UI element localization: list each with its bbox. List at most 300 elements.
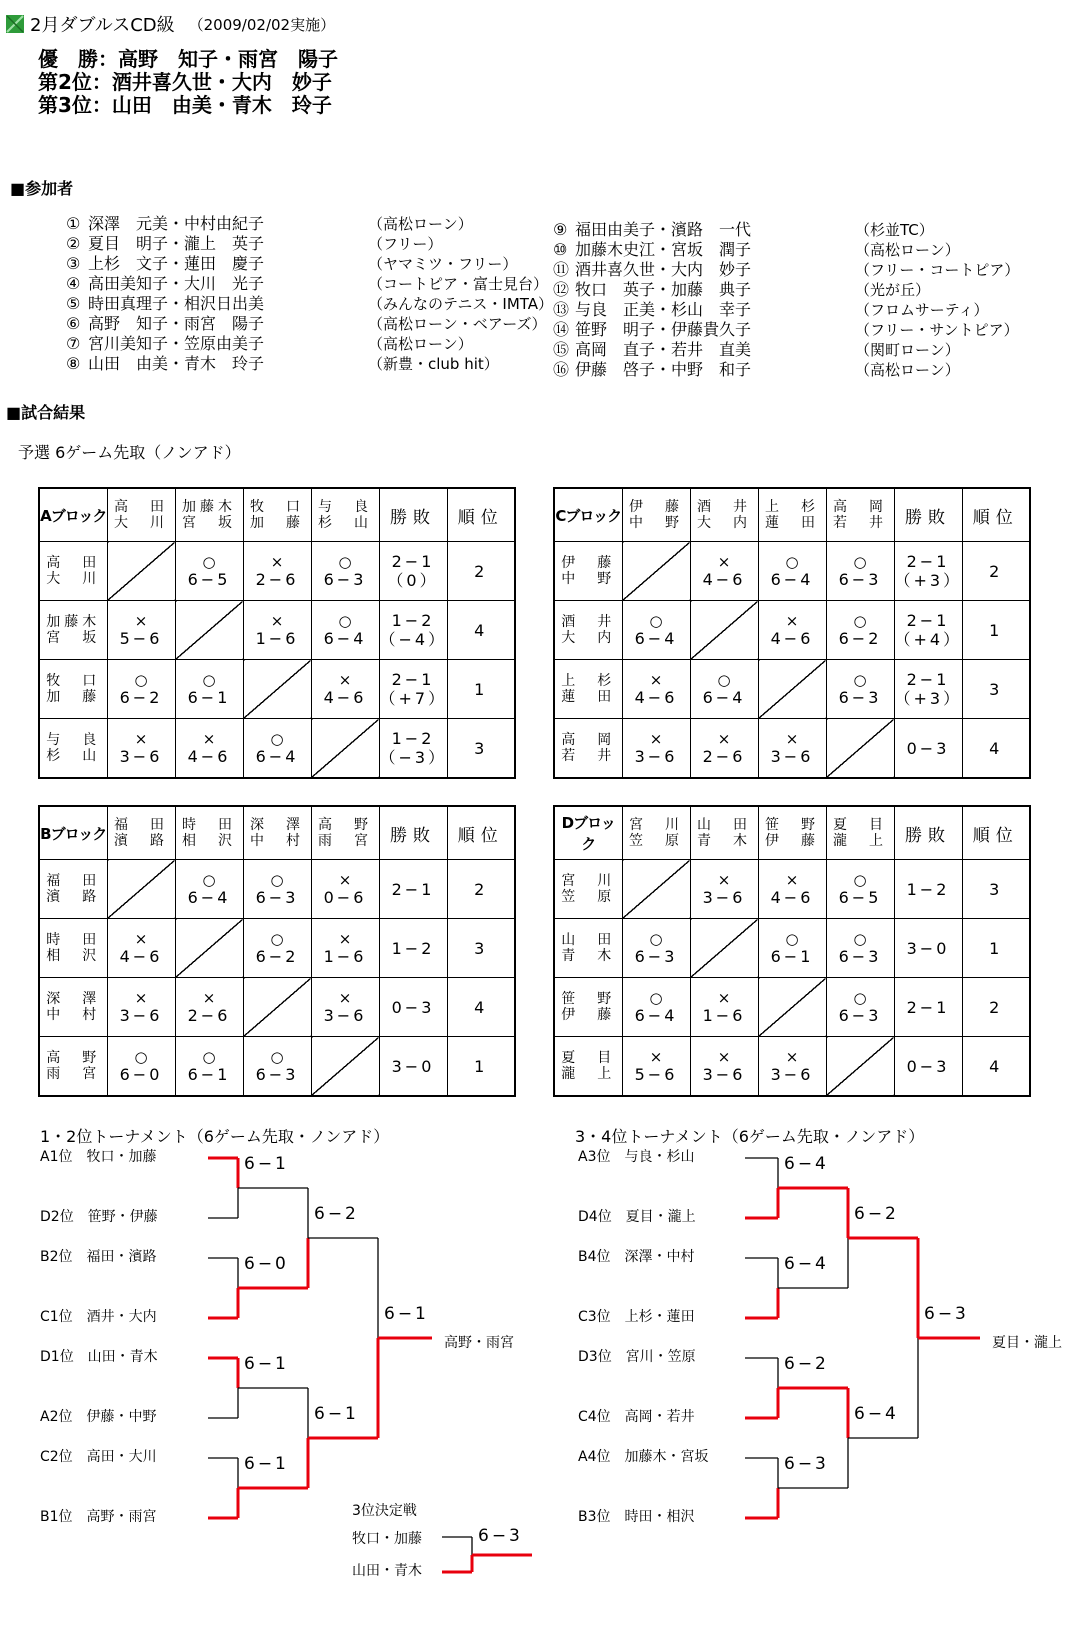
- result-score: 6−3: [255, 1065, 299, 1084]
- result-score: 2−6: [187, 1006, 231, 1025]
- result-score: 3−6: [702, 888, 746, 907]
- participant-number: ⑬: [553, 300, 570, 319]
- participant-number: ⑪: [553, 260, 570, 279]
- team-row-player: 蓮 田: [561, 689, 616, 705]
- team-header-player: 青 木: [697, 833, 751, 849]
- team-row-player: 牧 口: [46, 673, 101, 689]
- tournament-champion: 夏目・瀧上: [992, 1335, 1062, 1351]
- team-header-player: 大 内: [697, 515, 751, 531]
- team-row-player: 瀧 上: [561, 1066, 616, 1082]
- participant-names: 深澤 元美・中村由紀子: [88, 214, 265, 233]
- result-mark: ×: [270, 553, 284, 571]
- result-score: 6−3: [838, 1006, 882, 1025]
- participant-names: 福田由美子・濱路 一代: [575, 220, 752, 239]
- result-mark: ○: [853, 989, 867, 1007]
- rank-cell: 4: [962, 719, 1030, 779]
- result-score: 3−6: [323, 1006, 367, 1025]
- result-mark: ×: [649, 671, 663, 689]
- result-score: 3−6: [119, 1006, 163, 1025]
- result-score: 5−6: [634, 1065, 678, 1084]
- result-score: 6−2: [119, 688, 163, 707]
- winloss-diff: （+7）: [379, 689, 448, 708]
- round1-score: 6−4: [784, 1254, 829, 1274]
- seed-team: C3位 上杉・蓮田: [578, 1309, 695, 1325]
- result-mark: ×: [717, 989, 731, 1007]
- block-name: Dブロック: [554, 806, 622, 860]
- team-row-player: 酒 井: [561, 614, 616, 630]
- tournament-34-title: 3・4位トーナメント（6ゲーム先取・ノンアド）: [575, 1127, 925, 1146]
- result-score: 2−6: [255, 570, 299, 589]
- team-row-player: 高 田: [46, 555, 101, 571]
- team-row-player: 宮 川: [561, 873, 616, 889]
- seed-team: D2位 笹野・伊藤: [40, 1209, 158, 1225]
- participant-names: 高野 知子・雨宮 陽子: [88, 314, 265, 333]
- participant-number: ⑦: [66, 334, 81, 353]
- participant-number: ⑨: [553, 220, 568, 239]
- team-row-player: 相 沢: [46, 948, 101, 964]
- participant-names: 与良 正美・杉山 幸子: [575, 300, 752, 319]
- result-mark: ○: [717, 671, 731, 689]
- participant-number: ③: [66, 254, 81, 273]
- team-header-player: 中 村: [250, 833, 304, 849]
- result-score: 6−4: [702, 688, 746, 707]
- round1-score: 6−3: [784, 1454, 829, 1474]
- rank-cell: 2: [962, 542, 1030, 601]
- team-row-player: 青 木: [561, 948, 616, 964]
- participant-names: 加藤木史江・宮坂 潤子: [575, 240, 752, 259]
- participant-names: 上杉 文子・蓮田 慶子: [88, 254, 265, 273]
- rank-cell: 1: [962, 601, 1030, 660]
- result-score: 6−4: [634, 629, 678, 648]
- team-header-player: 濱 路: [114, 833, 168, 849]
- winloss-header-label: 勝敗: [390, 507, 436, 528]
- third-place-title: 3位決定戦: [352, 1503, 417, 1519]
- rank-cell: 4: [447, 978, 515, 1037]
- result-score: 6−3: [838, 947, 882, 966]
- participant-number: ⑯: [553, 360, 570, 379]
- result-mark: ×: [134, 612, 148, 630]
- seed-team: C2位 高田・大川: [40, 1449, 157, 1465]
- participant-names: 時田真理子・相沢日出美: [88, 294, 265, 313]
- result-score: 6−4: [770, 570, 814, 589]
- seed-team: D3位 宮川・笠原: [578, 1349, 696, 1365]
- result-score: 6−3: [838, 688, 882, 707]
- participant-club: （コートピア・富士見台）: [368, 275, 549, 293]
- seed-team: C4位 高岡・若井: [578, 1409, 695, 1425]
- result-mark: ○: [649, 930, 663, 948]
- round1-score: 6−1: [244, 1354, 289, 1374]
- participant-club: （フリー・コートピア）: [855, 261, 1020, 279]
- participant-number: ⑥: [66, 314, 81, 333]
- rank-cell: 2: [962, 978, 1030, 1037]
- team-row-player: 福 田: [46, 873, 101, 889]
- winner-third: 第3位：山田 由美・青木 玲子: [38, 93, 332, 117]
- winloss-header-label: 勝敗: [905, 825, 951, 846]
- team-header-player: 雨 宮: [318, 833, 372, 849]
- results-heading: ■試合結果: [6, 403, 86, 422]
- team-row-player: 上 杉: [561, 673, 616, 689]
- team-header-player: 伊 藤: [629, 499, 683, 515]
- team-row-player: 大 川: [46, 571, 101, 587]
- result-mark: ○: [853, 671, 867, 689]
- result-mark: ×: [202, 989, 216, 1007]
- participant-number: ⑫: [553, 280, 570, 299]
- team-header-player: 山 田: [697, 817, 751, 833]
- participant-number: ⑩: [553, 240, 568, 259]
- semifinal-score: 6−2: [314, 1204, 359, 1224]
- participant-names: 笹野 明子・伊藤貴久子: [575, 320, 752, 339]
- result-mark: ○: [270, 1048, 284, 1066]
- team-row-player: 大 内: [561, 630, 616, 646]
- result-mark: ×: [270, 612, 284, 630]
- team-header-player: 杉 山: [318, 515, 372, 531]
- result-score: 6−4: [634, 1006, 678, 1025]
- tournament-12-title: 1・2位トーナメント（6ゲーム先取・ノンアド）: [40, 1127, 390, 1146]
- seed-team: A1位 牧口・加藤: [40, 1149, 157, 1165]
- team-header-player: 与 良: [318, 499, 372, 515]
- result-mark: ×: [134, 989, 148, 1007]
- result-mark: ×: [717, 553, 731, 571]
- result-score: 3−6: [770, 1065, 814, 1084]
- result-score: 1−6: [255, 629, 299, 648]
- team-row-player: 若 井: [561, 748, 616, 764]
- result-score: 4−6: [702, 570, 746, 589]
- result-mark: ×: [134, 730, 148, 748]
- winloss-record: 2−1: [906, 670, 950, 689]
- result-score: 0−6: [323, 888, 367, 907]
- winloss-record: 3−0: [906, 938, 950, 958]
- result-mark: ○: [853, 553, 867, 571]
- seed-team: A4位 加藤木・宮坂: [578, 1449, 709, 1465]
- winloss-record: 2−1: [906, 611, 950, 630]
- participant-names: 牧口 英子・加藤 典子: [575, 280, 752, 299]
- result-score: 3−6: [770, 747, 814, 766]
- winloss-record: 2−1: [391, 552, 435, 571]
- team-header-player: 中 野: [629, 515, 683, 531]
- team-header-player: 宮 川: [629, 817, 683, 833]
- rank-cell: 4: [447, 601, 515, 660]
- round1-score: 6−1: [244, 1154, 289, 1174]
- team-row-player: 雨 宮: [46, 1066, 101, 1082]
- page-title: 2月ダブルスCD級: [30, 15, 175, 36]
- winloss-record: 1−2: [391, 729, 435, 748]
- participant-number: ①: [66, 214, 81, 233]
- result-mark: ○: [649, 989, 663, 1007]
- block-name: Cブロック: [554, 488, 622, 542]
- team-row-player: 高 野: [46, 1050, 101, 1066]
- rank-header-label: 順位: [972, 507, 1019, 528]
- result-score: 6−5: [838, 888, 882, 907]
- team-header-player: 夏 目: [833, 817, 887, 833]
- result-score: 3−6: [634, 747, 678, 766]
- winloss-record: 0−3: [906, 738, 950, 758]
- seed-team: A2位 伊藤・中野: [40, 1409, 157, 1425]
- result-mark: ×: [338, 989, 352, 1007]
- participant-names: 酒井喜久世・大内 妙子: [575, 260, 752, 279]
- round1-score: 6−4: [784, 1154, 829, 1174]
- third-place-score: 6−3: [478, 1526, 523, 1546]
- seed-team: B4位 深澤・中村: [578, 1249, 695, 1265]
- team-header-player: 若 井: [833, 515, 887, 531]
- result-score: 3−6: [702, 1065, 746, 1084]
- team-header-player: 伊 藤: [765, 833, 819, 849]
- result-mark: ○: [270, 730, 284, 748]
- participant-club: （フリー・サントピア）: [855, 321, 1019, 339]
- result-score: 4−6: [770, 888, 814, 907]
- final-score: 6−3: [924, 1304, 969, 1324]
- team-header-player: 蓮 田: [765, 515, 819, 531]
- participant-names: 高田美知子・大川 光子: [88, 274, 265, 293]
- team-header-player: 宮 坂: [182, 515, 236, 531]
- result-score: 6−2: [255, 947, 299, 966]
- team-row-player: 杉 山: [46, 748, 101, 764]
- winloss-header-label: 勝敗: [905, 507, 951, 528]
- team-row-player: 中 村: [46, 1007, 101, 1023]
- result-score: 6−3: [838, 570, 882, 589]
- result-score: 6−1: [187, 1065, 231, 1084]
- result-mark: ×: [338, 871, 352, 889]
- result-mark: ×: [338, 671, 352, 689]
- result-mark: ○: [853, 612, 867, 630]
- participant-names: 夏目 明子・瀧上 英子: [88, 234, 265, 253]
- result-mark: ○: [134, 1048, 148, 1066]
- seed-team: D4位 夏目・瀧上: [578, 1209, 696, 1225]
- winner-second: 第2位：酒井喜久世・大内 妙子: [38, 70, 332, 94]
- team-row-player: 中 野: [561, 571, 616, 587]
- team-header-player: 加藤木: [182, 499, 236, 515]
- seed-team: C1位 酒井・大内: [40, 1309, 157, 1325]
- team-header-player: 大 川: [114, 515, 168, 531]
- winloss-header-label: 勝敗: [390, 825, 436, 846]
- participant-number: ⑤: [66, 294, 81, 313]
- result-score: 6−3: [255, 888, 299, 907]
- result-mark: ○: [853, 871, 867, 889]
- rank-cell: 1: [962, 919, 1030, 978]
- team-header-player: 相 沢: [182, 833, 236, 849]
- semifinal-score: 6−4: [854, 1404, 899, 1424]
- result-score: 4−6: [119, 947, 163, 966]
- result-mark: ○: [202, 553, 216, 571]
- team-header-player: 牧 口: [250, 499, 304, 515]
- seed-team: B1位 高野・雨宮: [40, 1509, 157, 1525]
- result-score: 6−3: [323, 570, 367, 589]
- team-row-player: 加 藤: [46, 689, 101, 705]
- result-score: 6−0: [119, 1065, 163, 1084]
- team-header-player: 深 澤: [250, 817, 304, 833]
- team-row-player: 宮 坂: [46, 630, 101, 646]
- team-row-player: 深 澤: [46, 991, 101, 1007]
- team-row-player: 夏 目: [561, 1050, 616, 1066]
- result-score: 4−6: [770, 629, 814, 648]
- team-row-player: 与 良: [46, 732, 101, 748]
- rank-header-label: 順位: [972, 825, 1019, 846]
- seed-team: B2位 福田・濱路: [40, 1249, 157, 1265]
- team-row-player: 加藤木: [46, 614, 101, 630]
- participants-heading: ■参加者: [10, 179, 74, 198]
- participant-club: （みんなのテニス・IMTA）: [368, 295, 554, 313]
- team-row-player: 濱 路: [46, 889, 101, 905]
- result-mark: ×: [785, 730, 799, 748]
- result-score: 6−2: [838, 629, 882, 648]
- semifinal-score: 6−1: [314, 1404, 359, 1424]
- result-score: 6−1: [770, 947, 814, 966]
- team-header-player: 高 田: [114, 499, 168, 515]
- team-header-player: 酒 井: [697, 499, 751, 515]
- result-mark: ×: [717, 1048, 731, 1066]
- result-score: 1−6: [702, 1006, 746, 1025]
- result-mark: ×: [785, 612, 799, 630]
- result-mark: ×: [202, 730, 216, 748]
- winloss-diff: （0）: [387, 571, 439, 590]
- rank-cell: 2: [447, 542, 515, 601]
- block-name: Aブロック: [39, 488, 107, 542]
- result-mark: ○: [338, 553, 352, 571]
- winloss-record: 0−3: [906, 1056, 950, 1076]
- result-mark: ○: [202, 871, 216, 889]
- round1-score: 6−2: [784, 1354, 829, 1374]
- team-header-player: 笠 原: [629, 833, 683, 849]
- participant-number: ⑧: [66, 354, 81, 373]
- participant-names: 高岡 直子・若井 直美: [575, 340, 752, 359]
- seed-team: D1位 山田・青木: [40, 1349, 158, 1365]
- participant-number: ②: [66, 234, 81, 253]
- result-score: 5−6: [119, 629, 163, 648]
- winloss-record: 3−0: [391, 1056, 435, 1076]
- team-row-player: 時 田: [46, 932, 101, 948]
- team-row-player: 伊 藤: [561, 1007, 616, 1023]
- result-mark: ○: [785, 930, 799, 948]
- participant-club: （新豊・club hit）: [368, 355, 499, 373]
- semifinal-score: 6−2: [854, 1204, 899, 1224]
- winloss-record: 0−3: [391, 997, 435, 1017]
- winloss-record: 1−2: [391, 611, 435, 630]
- result-score: 6−1: [187, 688, 231, 707]
- seed-team: A3位 与良・杉山: [578, 1149, 695, 1165]
- participant-club: （光が丘）: [855, 281, 931, 299]
- third-place-team: 牧口・加藤: [352, 1531, 422, 1547]
- result-mark: ○: [785, 553, 799, 571]
- result-mark: ×: [338, 930, 352, 948]
- third-place-team: 山田・青木: [352, 1563, 422, 1579]
- final-score: 6−1: [384, 1304, 429, 1324]
- participant-club: （高松ローン・ベアーズ）: [368, 315, 547, 333]
- winloss-record: 2−1: [906, 552, 950, 571]
- result-mark: ○: [202, 671, 216, 689]
- participant-club: （高松ローン）: [855, 241, 960, 259]
- rank-cell: 3: [962, 860, 1030, 919]
- team-row-player: 笠 原: [561, 889, 616, 905]
- result-mark: ○: [270, 871, 284, 889]
- team-row-player: 笹 野: [561, 991, 616, 1007]
- result-mark: ×: [649, 730, 663, 748]
- result-mark: ○: [202, 1048, 216, 1066]
- result-mark: ×: [785, 1048, 799, 1066]
- winloss-record: 1−2: [391, 938, 435, 958]
- team-row-player: 伊 藤: [561, 555, 616, 571]
- rank-cell: 4: [962, 1037, 1030, 1097]
- winloss-diff: （+4）: [894, 630, 963, 649]
- participant-number: ⑭: [553, 320, 570, 339]
- result-mark: ×: [649, 1048, 663, 1066]
- participant-club: （フリー）: [368, 235, 443, 253]
- winloss-record: 2−1: [906, 997, 950, 1017]
- result-score: 4−6: [187, 747, 231, 766]
- result-mark: ×: [717, 871, 731, 889]
- rank-cell: 2: [447, 860, 515, 919]
- event-date: （2009/02/02実施）: [188, 15, 336, 34]
- participant-names: 伊藤 啓子・中野 和子: [575, 360, 752, 379]
- result-mark: ×: [785, 871, 799, 889]
- result-score: 6−5: [187, 570, 231, 589]
- result-mark: ○: [270, 930, 284, 948]
- result-mark: ○: [853, 930, 867, 948]
- team-header-player: 高 野: [318, 817, 372, 833]
- winloss-diff: （+3）: [894, 571, 963, 590]
- result-mark: ○: [649, 612, 663, 630]
- team-header-player: 福 田: [114, 817, 168, 833]
- result-score: 2−6: [702, 747, 746, 766]
- team-row-player: 山 田: [561, 932, 616, 948]
- result-mark: ×: [134, 930, 148, 948]
- rank-cell: 3: [447, 719, 515, 779]
- winloss-record: 2−1: [391, 879, 435, 899]
- result-score: 6−4: [255, 747, 299, 766]
- participant-club: （ヤマミツ・フリー）: [368, 255, 518, 273]
- rank-cell: 3: [447, 919, 515, 978]
- team-header-player: 笹 野: [765, 817, 819, 833]
- rank-cell: 1: [447, 660, 515, 719]
- team-header-player: 加 藤: [250, 515, 304, 531]
- participant-club: （高松ローン）: [855, 361, 960, 379]
- team-header-player: 瀧 上: [833, 833, 887, 849]
- block-name: Bブロック: [39, 806, 107, 860]
- result-score: 6−4: [187, 888, 231, 907]
- participant-club: （関町ローン）: [855, 341, 960, 359]
- participant-number: ⑮: [553, 340, 570, 359]
- winloss-record: 2−1: [391, 670, 435, 689]
- result-mark: ×: [717, 730, 731, 748]
- result-score: 6−3: [634, 947, 678, 966]
- participant-number: ④: [66, 274, 81, 293]
- result-mark: ○: [338, 612, 352, 630]
- result-score: 1−6: [323, 947, 367, 966]
- rank-header-label: 順位: [457, 507, 504, 528]
- round1-score: 6−1: [244, 1454, 289, 1474]
- winner-first: 優 勝：高野 知子・雨宮 陽子: [38, 47, 338, 71]
- seed-team: B3位 時田・相沢: [578, 1509, 695, 1525]
- participant-names: 山田 由美・青木 玲子: [88, 354, 265, 373]
- winloss-diff: （−3）: [379, 748, 448, 767]
- team-header-player: 上 杉: [765, 499, 819, 515]
- round1-score: 6−0: [244, 1254, 289, 1274]
- prelim-title: 予選 6ゲーム先取（ノンアド）: [18, 443, 241, 462]
- participant-club: （高松ローン）: [368, 335, 473, 353]
- team-row-player: 高 岡: [561, 732, 616, 748]
- result-score: 4−6: [634, 688, 678, 707]
- participant-club: （高松ローン）: [368, 215, 473, 233]
- result-score: 3−6: [119, 747, 163, 766]
- winloss-record: 1−2: [906, 879, 950, 899]
- tournament-champion: 高野・雨宮: [444, 1335, 514, 1351]
- participant-club: （フロムサーティ）: [855, 301, 989, 319]
- participant-names: 宮川美知子・笠原由美子: [88, 334, 265, 353]
- team-header-player: 時 田: [182, 817, 236, 833]
- rank-cell: 1: [447, 1037, 515, 1097]
- team-header-player: 高 岡: [833, 499, 887, 515]
- rank-cell: 3: [962, 660, 1030, 719]
- rank-header-label: 順位: [457, 825, 504, 846]
- result-mark: ○: [134, 671, 148, 689]
